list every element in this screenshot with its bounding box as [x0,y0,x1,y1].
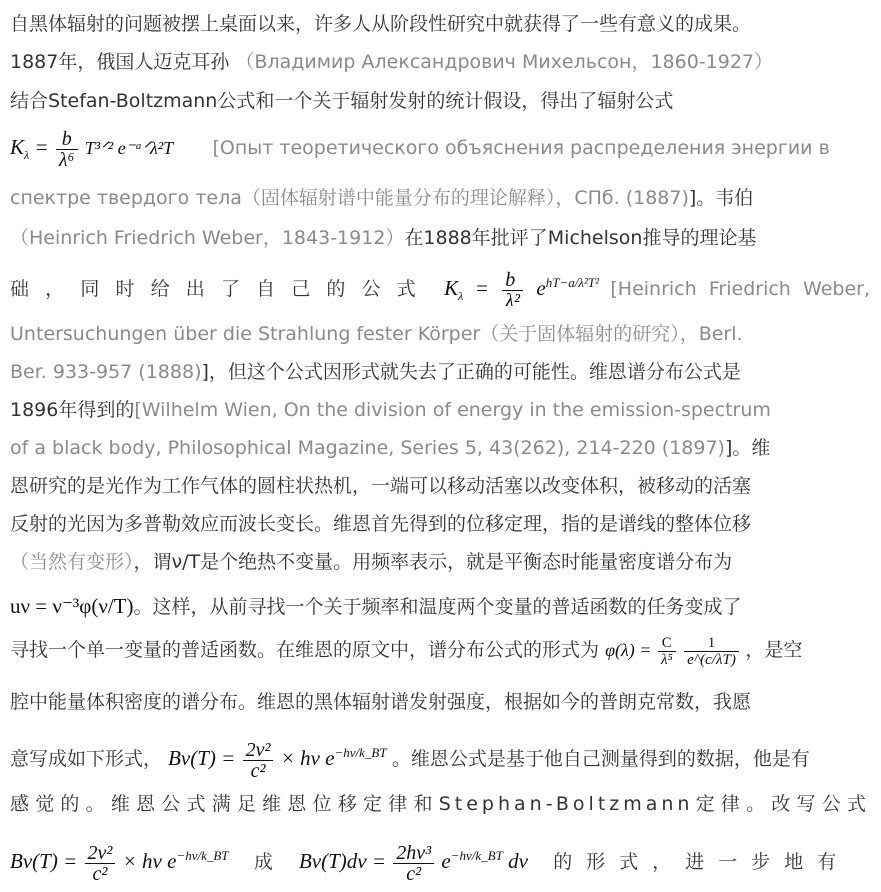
citation: of a black body, Philosophical Magazine, Series 5, 43(262), 214-220 (1897) [10,437,725,459]
text-segment: 的形式，进一步地有 [553,851,851,873]
paragraph-line-7 [10,260,870,306]
paragraph-line-6 [10,226,870,250]
citation: Ber. 933-957 (1888) [10,361,202,383]
text-segment: ]。韦伯 [688,187,754,209]
weber-formula: $K_\lambda$ = $\frac{b}{\text{λ²}}$ $e^{hT-a/\lambda^2T^2}$ [444,276,610,300]
text-segment: 自黑体辐射的问题被摆上桌面以来，许多人从阶段性研究中就获得了一些有意义的成果。 [10,13,752,35]
paragraph-line-1 [10,12,870,36]
paragraph-line-2 [10,50,870,74]
text-segment: 。这样，从前寻找一个关于频率和温度两个变量的普适函数的任务变成了 [133,596,742,618]
wien-b-dnu-formula: Bν(T)dν = $\frac{\text{2hν³}}{\text{c²}}$ $e^{-h\nu/k\_BT}$ dν [298,841,528,884]
text-segment: ]，但这个公式因形式就失去了正确的可能性。维恩谱分布公式是 [201,361,741,383]
u-nu-formula: uν = ν⁻³φ(ν/T) [10,594,134,618]
text-segment: 在1888年批评了Michelson推导的理论基 [404,227,757,249]
paragraph-line-19 [10,792,870,816]
text-segment: 1896年得到的 [10,399,135,421]
paragraph-line-15 [10,590,870,622]
text-segment: 恩研究的是光作为工作气体的圆柱状热机，一端可以移动活塞以改变体积，被移动的活塞 [10,475,752,497]
text-segment: 意写成如下形式， [10,748,163,770]
paragraph-line-8 [10,322,870,346]
citation-name: （Heinrich Friedrich Weber，1843-1912） [10,227,405,249]
paragraph-line-14 [10,550,870,574]
text-segment: 。维恩公式是基于他自己测量得到的数据，他是有 [391,748,810,770]
fraction: $\frac{b}{\text{λ²}}$ [502,270,523,306]
paragraph-line-11 [10,436,870,460]
paragraph-line-13 [10,512,870,536]
paragraph-line-10 [10,398,870,422]
text-segment: ]。维 [724,437,771,459]
citation-name: （Владимир Александрович Михельсон，1860-1927） [235,51,774,73]
fraction: $\frac{C}{\text{λ⁵}}$ [658,635,676,668]
michelson-formula: $K_\lambda$ = $\frac{b}{\text{λ⁶}}$ T³ᐟ² e⁻ᵃᐟλ²T [10,127,174,170]
paragraph-line-9 [10,360,870,384]
aside: （当然有变形） [10,551,134,573]
phi-formula: φ(λ) = $\frac{C}{\text{λ⁵}}$ $\frac{1}{e\^{}(c/\lambda T)}$ [605,640,745,660]
fraction: $\frac{\text{2ν²}}{\text{c²}}$ [85,843,116,884]
wien-b-formula-repeat: Bν(T) = $\frac{\text{2ν²}}{\text{c²}}$ × hν $e^{-h\nu/k\_BT}$ [10,841,229,884]
paragraph-line-17 [10,690,870,714]
text-segment: ，是空 [745,639,803,661]
text-segment: 反射的光因为多普勒效应而波长变长。维恩首先得到的位移定理，指的是谱线的整体位移 [10,513,752,535]
fraction: $\frac{1}{e\^{}(c/\lambda T)}$ [684,635,739,668]
text-segment: 腔中能量体积密度的谱分布。维恩的黑体辐射谱发射强度，根据如今的普朗克常数，我愿 [10,691,752,713]
text-segment: 结合Stefan-Boltzmann公式和一个关于辐射发射的统计假设，得出了辐射公式 [10,90,674,112]
paragraph-line-5 [10,186,870,210]
fraction: $\frac{\text{2hν³}}{\text{c²}}$ [393,843,434,884]
citation: [Опыт теоретического объяснения распределения энергии в [212,137,830,159]
text-segment: 感觉的。维恩公式满足维恩位移定律和Stephan-Boltzmann定律。改写公式 [10,793,870,815]
wien-b-formula: Bν(T) = $\frac{\text{2ν²}}{\text{c²}}$ × hν $e^{-h\nu/k\_BT}$ [168,746,392,770]
paragraph-line-20 [10,828,870,884]
citation: [Heinrich Friedrich Weber, [610,278,870,300]
text-segment: 成 [253,851,273,873]
paragraph-line-16 [10,628,870,672]
text-segment: 1887年，俄国人迈克耳孙 [10,51,230,73]
text-segment: 寻找一个单一变量的普适函数。在维恩的原文中，谱分布公式的形式为 [10,639,600,661]
fraction: $\frac{b}{\text{λ⁶}}$ [56,129,78,170]
citation: спектре твердого тела（固体辐射谱中能量分布的理论解释），СПб. (1887) [10,187,689,209]
paragraph-line-4 [10,124,870,170]
fraction: $\frac{\text{2ν²}}{\text{c²}}$ [243,740,274,778]
paragraph-line-3 [10,89,870,113]
paragraph-line-12 [10,474,870,498]
paragraph-line-18 [10,728,870,778]
citation: Untersuchungen über die Strahlung fester Körper（关于固体辐射的研究），Berl. [10,323,743,345]
text-segment: 础，同时给出了自己的公式 [10,278,432,300]
citation: [Wilhelm Wien, On the division of energy in the emission-spectrum [134,399,771,421]
text-segment: ，谓ν/T是个绝热不变量。用频率表示，就是平衡态时能量密度谱分布为 [133,551,733,573]
